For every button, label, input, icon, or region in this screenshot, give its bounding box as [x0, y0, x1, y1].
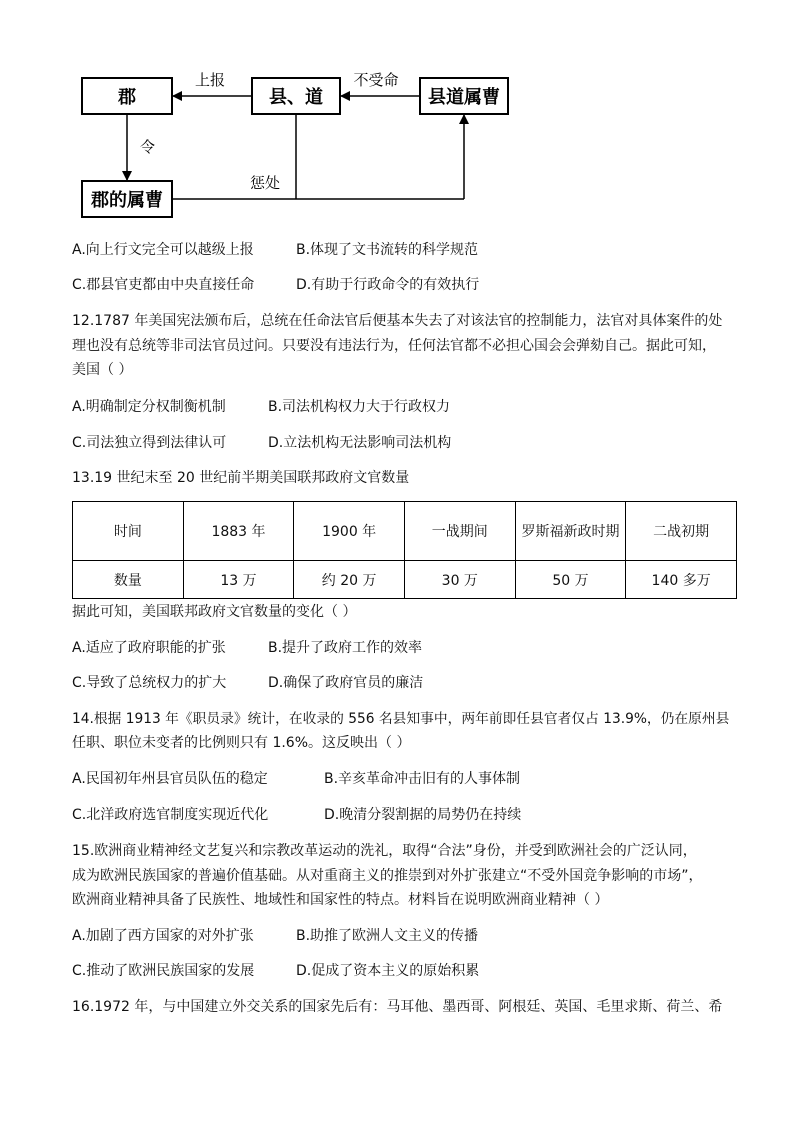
table-cell: 一战期间 [404, 502, 515, 561]
box-xiandao-shucao-label: 县道属曹 [428, 87, 500, 108]
q15-option-a: A.加剧了西方国家的对外扩张 [72, 928, 254, 944]
table-cell: 13 万 [183, 561, 294, 599]
table-header-row [73, 502, 737, 561]
table-cell: 约 20 万 [294, 561, 405, 599]
q15-stem-line1: 15.欧洲商业精神经文艺复兴和宗教改革运动的洗礼，取得“合法”身份，并受到欧洲社会的广泛认同， [72, 843, 697, 859]
q12-option-a: A.明确制定分权制衡机制 [72, 399, 226, 415]
q13-option-d: D.确保了政府官员的廉洁 [268, 675, 424, 691]
q14-stem-line2: 任职、职位未变者的比例则只有 1.6%。这反映出（ ） [72, 735, 411, 751]
q14-option-b: B.辛亥革命冲击旧有的人事体制 [324, 771, 521, 787]
q14-stem-line1: 14.根据 1913 年《职员录》统计，在收录的 556 名县知事中，两年前即任县官者仅占 13.9%，仍在原州县 [72, 711, 730, 727]
q15-stem-line2: 成为欧洲民族国家的普遍价值基础。从对重商主义的推崇到对外扩张建立“不受外国竞争影响的市场”， [72, 868, 703, 884]
q15-option-c: C.推动了欧洲民族国家的发展 [72, 963, 255, 979]
q11-option-d: D.有助于行政命令的有效执行 [296, 277, 480, 293]
box-xiandao-label: 县、道 [269, 87, 323, 108]
table-row [73, 561, 737, 599]
table-cell: 罗斯福新政时期 [515, 502, 626, 561]
q14-option-d: D.晚清分裂割据的局势仍在持续 [324, 807, 522, 823]
q13-option-a: A.适应了政府职能的扩张 [72, 640, 226, 656]
table-cell: 140 多万 [626, 561, 737, 599]
civil-servant-table [72, 501, 737, 599]
q15-option-d: D.促成了资本主义的原始积累 [296, 963, 480, 979]
q14-option-c: C.北洋政府选官制度实现近代化 [72, 807, 269, 823]
q12-stem-line3: 美国（ ） [72, 362, 133, 378]
table-cell: 30 万 [404, 561, 515, 599]
q16-stem-line1: 16.1972 年，与中国建立外交关系的国家先后有：马耳他、墨西哥、阿根廷、英国、毛里求斯、荷兰、希 [72, 999, 723, 1015]
table-cell: 50 万 [515, 561, 626, 599]
q13-after-table: 据此可知，美国联邦政府文官数量的变化（ ） [72, 604, 357, 620]
q11-option-b: B.体现了文书流转的科学规范 [296, 242, 479, 258]
table-cell: 1900 年 [294, 502, 405, 561]
q13-option-c: C.导致了总统权力的扩大 [72, 675, 227, 691]
label-shangbao: 上报 [194, 71, 226, 89]
table-cell: 时间 [73, 502, 184, 561]
q12-option-b: B.司法机构权力大于行政权力 [268, 399, 451, 415]
q15-stem-line3: 欧洲商业精神具备了民族性、地域性和国家性的特点。材料旨在说明欧洲商业精神（ ） [72, 892, 609, 908]
label-ling: 令 [140, 138, 156, 156]
q12-stem-line1: 12.1787 年美国宪法颁布后，总统在任命法官后便基本失去了对该法官的控制能力，法官对具体案件的处 [72, 313, 723, 329]
flow-diagram [0, 0, 794, 230]
box-jun-label: 郡 [118, 87, 136, 108]
box-jun-shucao-label: 郡的属曹 [91, 190, 163, 211]
table-cell: 二战初期 [626, 502, 737, 561]
q12-option-c: C.司法独立得到法律认可 [72, 435, 227, 451]
label-chengchu: 惩处 [249, 174, 281, 192]
q14-option-a: A.民国初年州县官员队伍的稳定 [72, 771, 268, 787]
q12-option-d: D.立法机构无法影响司法机构 [268, 435, 452, 451]
table-cell: 1883 年 [183, 502, 294, 561]
q11-option-c: C.郡县官吏都由中央直接任命 [72, 277, 255, 293]
table-cell: 数量 [73, 561, 184, 599]
q11-option-a: A.向上行文完全可以越级上报 [72, 242, 254, 258]
q15-option-b: B.助推了欧洲人文主义的传播 [296, 928, 479, 944]
label-bushouming: 不受命 [353, 71, 399, 89]
q12-stem-line2: 理也没有总统等非司法官员过问。只要没有违法行为，任何法官都不必担心国会会弹劾自己。据此可知， [72, 338, 716, 354]
q13-option-b: B.提升了政府工作的效率 [268, 640, 423, 656]
q13-stem: 13.19 世纪末至 20 世纪前半期美国联邦政府文官数量 [72, 470, 410, 486]
